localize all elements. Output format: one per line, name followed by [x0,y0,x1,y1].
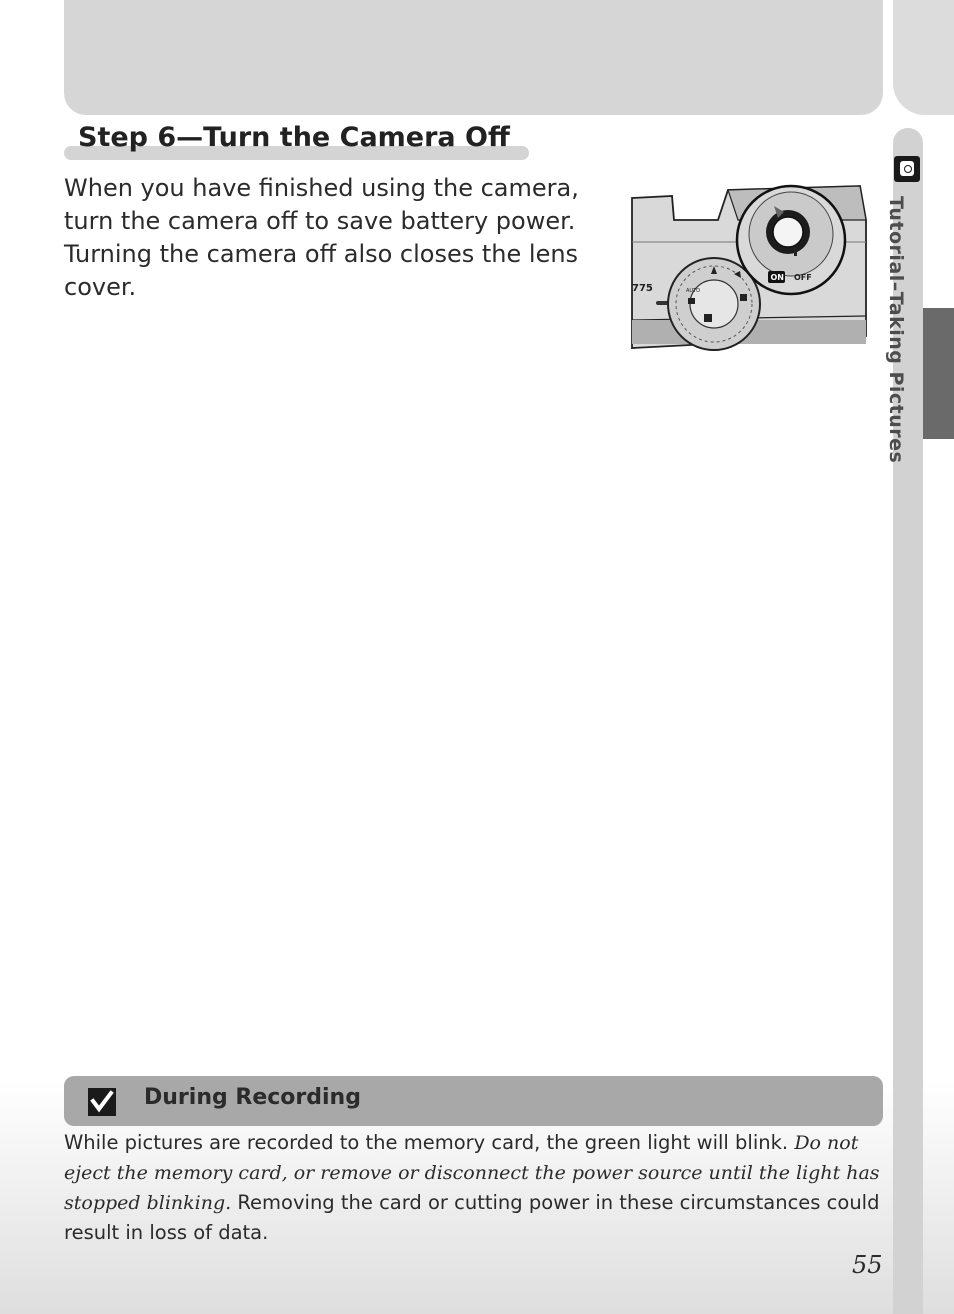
note-title: During Recording [144,1085,361,1110]
section-thumb-tab[interactable] [923,308,954,439]
model-label: 775 [632,283,653,294]
note-body [64,1128,882,1248]
dial-auto-label: AUTO [686,288,701,294]
note-text-italic: Do not eject the memory card, or remove or disconnect the power source until the light has stopped blinking. [64,1132,880,1214]
off-label: OFF [794,273,812,282]
note-header [64,1076,883,1126]
camera-icon [894,156,920,182]
page-number: 55 [852,1251,883,1279]
note-text-plain: While pictures are recorded to the memory card, the green light will blink. [64,1131,795,1154]
section-label: Tutorial–Taking Pictures [885,196,907,464]
intro-paragraph: When you have finished using the camera, turn the camera off to save battery power. Turning the camera off also closes the lens cover. [64,174,579,301]
header-tab-corner [893,0,954,115]
note-text-end: Removing the card or cutting power in these circumstances could result in loss of data. [64,1191,880,1244]
shutter-button [773,217,803,247]
header-band [64,0,883,115]
checkmark-icon [88,1088,116,1116]
page-title: Step 6—Turn the Camera Off [78,122,510,153]
camera-top-illustration [628,180,870,352]
on-label: ON [770,273,784,282]
